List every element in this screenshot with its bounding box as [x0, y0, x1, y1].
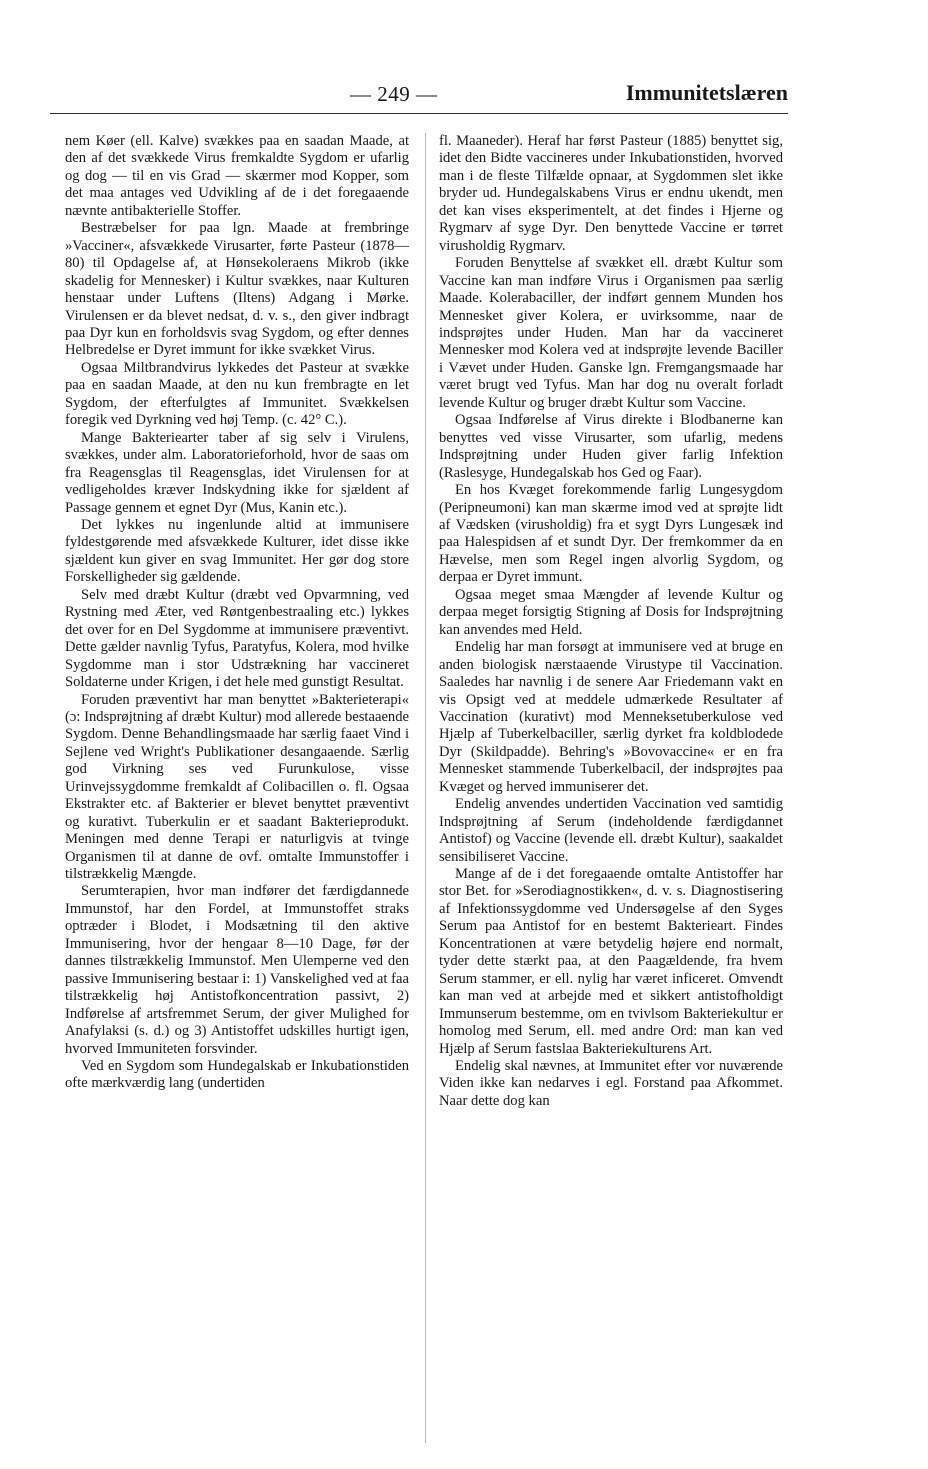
paragraph: Endelig anvendes undertiden Vaccination ved samtidig Indsprøjtning af Serum (indeholdende færdigdannet Antistof) og Vaccine (levende ell. dræbt Kultur), saakaldet sensibiliseret Vaccine. [439, 796, 783, 865]
paragraph: Selv med dræbt Kultur (dræbt ved Opvarmning, ved Rystning med Æter, ved Røntgenbestraaling etc.) lykkes det over for en Del Sygdomme at immunisere præventivt. Dette gælder navnlig Tyfus, Paratyfus, Kolera, mod hvilke Sygdomme man i stor Udstrækning har vaccineret Soldaterne under Krigen, i det hele med gunstigt Resultat. [65, 586, 409, 691]
paragraph: Ogsaa Miltbrandvirus lykkedes det Pasteur at svække paa en saadan Maade, at den nu kun frembragte en let Sygdom, der efterfulgtes af Immunitet. Svækkelsen foregik ved Dyrkning ved høj Temp. (c. 42° C.). [65, 359, 409, 429]
paragraph: Foruden præventivt har man benyttet »Bakterieterapi« (ɔ: Indsprøjtning af dræbt Kultur) mod allerede bestaaende Sygdom. Denne Behandlingsmaade har særlig faaet Vind i Sejlene ved Wright's Publikationer desangaaende. Særlig god Virkning ses ved Furunkulose, visse Urinvejssygdomme fremkaldt af Colibacillen o. fl. Ogsaa Ekstrakter etc. af Bakterier er blevet benyttet præventivt og kurativt. Tuberkulin er et saadant Bakterieprodukt. Meningen med denne Terapi er naturligvis at tvinge Organismen til at danne de ovf. omtalte Immunstoffer i tilstrækkelig Mængde. [65, 691, 409, 883]
paragraph: Ogsaa meget smaa Mængder af levende Kultur og derpaa meget forsigtig Stigning af Dosis for Indsprøjtning kan anvendes med Held. [439, 586, 783, 638]
page-number: — 249 — [350, 82, 438, 106]
paragraph: Bestræbelser for paa lgn. Maade at frembringe »Vacciner«, afsvækkede Virusarter, førte Pasteur (1878—80) til Opdagelse af, at Hønsekoleraens Mikrob (ikke skadelig for Mennesker) i Kultur svækkes, naar Kulturen henstaar under Luftens (Iltens) Adgang i Mørke. Virulensen er da blevet nedsat, d. v. s., den giver indbragt paa Dyr kun en forholdsvis svag Sygdom, og efter dennes Helbredelse er Dyret immunt for ikke svækket Virus. [65, 220, 409, 359]
paragraph: Mange Bakteriearter taber af sig selv i Virulens, svækkes, under alm. Laboratorieforhold, hvor de saas om fra Reagensglas til Reagensglas, idet Virulensen for at vedligeholdes kræver Indskydning ikke for sjældent af Passage gennem et egnet Dyr (Mus, Kanin etc.). [65, 429, 409, 516]
paragraph: Serumterapien, hvor man indfører det færdigdannede Immunstof, har den Fordel, at Immunstoffet straks optræder i Blodet, i Modsætning til den aktive Immunisering, hvor der hengaar 8—10 Dage, før der dannes tilstrækkelig Immunstof. Men Ulemperne ved den passive Immunisering bestaar i: 1) Vanskelighed ved at faa tilstrækkelig høj Antistofkoncentration passivt, 2) Indførelse af artsfremmet Serum, der giver Mulighed for Anafylaksi (s. d.) og 3) Antistoffet udskilles hurtigt igen, hvorved Immuniteten forsvinder. [65, 883, 409, 1057]
paragraph: fl. Maaneder). Heraf har først Pasteur (1885) benyttet sig, idet den Bidte vaccineres under Inkubationstiden, hvorved man i de fleste Tilfælde opnaar, at Sygdommen slet ikke bryder ud. Hundegalskabens Virus er endnu ukendt, men det kan vises eksperimentelt, at det findes i Hjerne og Rygmarv af syge Dyr. Den benyttede Vaccine er tørret virusholdig Rygmarv. [439, 133, 783, 254]
left-column [65, 133, 409, 1093]
right-column [439, 133, 783, 1110]
running-head: Immunitetslæren [625, 80, 788, 105]
paragraph: Ved en Sygdom som Hundegalskab er Inkubationstiden ofte mærkværdig lang (undertiden [65, 1058, 409, 1092]
header-rule [50, 113, 788, 114]
paragraph: Ogsaa Indførelse af Virus direkte i Blodbanerne kan benyttes ved visse Virusarter, som ufarlig, medens Indsprøjtning under Huden giver farlig Infektion (Raslesyge, Hundegalskab hos Ged og Faar). [439, 412, 783, 481]
paragraph: En hos Kvæget forekommende farlig Lungesygdom (Peripneumoni) kan man skærme imod ved at sprøjte lidt af Vædsken (virusholdig) fra et sygt Dyrs Lungesæk ind paa Halespidsen af et sundt Dyr. Der fremkommer da en Hævelse, men som Regel ingen alvorlig Sygdom, og derpaa er Dyret immunt. [439, 482, 783, 586]
paragraph: Endelig skal nævnes, at Immunitet efter vor nuværende Viden ikke kan nedarves i egl. Forstand paa Afkommet. Naar dette dog kan [439, 1058, 783, 1109]
column-divider [425, 133, 426, 1443]
paragraph: Det lykkes nu ingenlunde altid at immunisere fyldestgørende med afsvækkede Kulturer, idet disse ikke sjældent kun giver en svag Immunitet. Her gør dog store Forskelligheder sig gældende. [65, 516, 409, 586]
paragraph: nem Køer (ell. Kalve) svækkes paa en saadan Maade, at den af det svækkede Virus fremkaldte Sygdom er ufarlig og dog — til en vis Grad — skærmer mod Kopper, som det maa antages ved Udvikling af de i det foregaaende nævnte antibakterielle Stoffer. [65, 133, 409, 219]
paragraph: Foruden Benyttelse af svækket ell. dræbt Kultur som Vaccine kan man indføre Virus i Organismen paa særlig Maade. Kolerabaciller, der indført gennem Munden hos Mennesket giver Kolera, er uvirksomme, naar de indsprøjtes under Huden. Man har da vaccineret Mennesker mod Kolera ved at indsprøjte levende Baciller i Vævet under Huden. Ganske lgn. Fremgangsmaade har været brugt ved Tyfus. Man har dog nu overalt forladt levende Kultur og bruger dræbt Kultur som Vaccine. [439, 255, 783, 411]
paragraph: Endelig har man forsøgt at immunisere ved at bruge en anden biologisk nærstaaende Virustype til Vaccination. Saaledes har navnlig i de senere Aar Friedemann vakt en vis Opsigt ved at meddele udmærkede Resultater af Vaccination (kurativt) mod Menneksetuberkulose ved Hjælp af Tuberkelbaciller, særlig dyrket fra koldblodede Dyr (Skildpadde). Behring's »Bovovaccine« er en fra Mennesket stammende Tuberkelbacil, der indsprøjtes paa Kvæget og herved immuniserer det. [439, 639, 783, 795]
page-header [50, 78, 788, 112]
paragraph: Mange af de i det foregaaende omtalte Antistoffer har stor Bet. for »Serodiagnostikken«, d. v. s. Diagnostisering af Infektionssygdomme ved Undersøgelse af den Syges Serum paa Antistof for en bestemt Bakterieart. Findes Koncentrationen at være betydelig højere end normalt, tyder dette stærkt paa, at den Paagældende, fra hvem Serum stammer, er ell. nylig har været inficeret. Omvendt kan man ved at arbejde med et sikkert antistofholdigt Immunserum bestemme, om en tvivlsom Bakteriekultur er homolog med Serum, ell. med andre Ord: man kan ved Hjælp af Serum fastslaa Bakteriekulturens Art. [439, 866, 783, 1057]
